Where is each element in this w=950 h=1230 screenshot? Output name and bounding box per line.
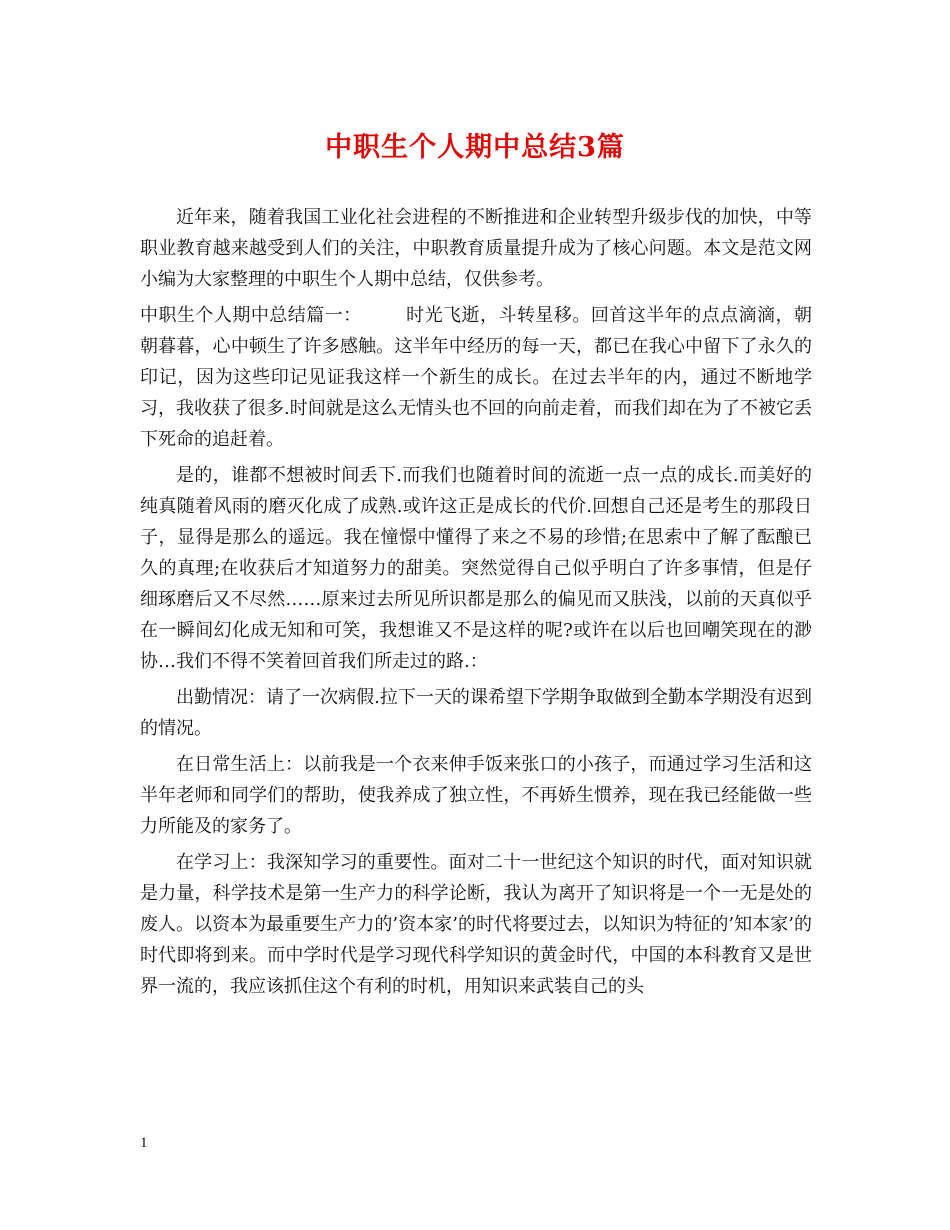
section-one-text: 时光飞逝，斗转星移。回首这半年的点点滴滴，朝朝暮暮，心中顿生了许多感触。这半年中经历的每一天，都已在我心中留下了永久的印记，因为这些印记见证我这样一个新生的成长。在过去半年的内，通过不断地学习，我收获了很多.时间就是这么无情头也不回的向前走着，而我们却在为了不被它丢下死命的追赶着。 <box>140 305 813 450</box>
growth-paragraph: 是的，谁都不想被时间丢下.而我们也随着时间的流逝一点一点的成长.而美好的纯真随着风雨的磨灭化成了成熟.或许这正是成长的代价.回想自己还是考生的那段日子，显得是那么的遥远。我在憧憬中懂得了来之不易的珍惜;在思索中了解了酝酿已久的真理;在收获后才知道努力的甜美。突然觉得自己似乎明白了许多事情，但是仔细琢磨后又不尽然……原来过去所见所识都是那么的偏见而又肤浅，以前的天真似乎在一瞬间幻化成无知和可笑，我想谁又不是这样的呢?或许在以后也回嘲笑现在的渺协…我们不得不笑着回首我们所走过的路.： <box>140 465 812 672</box>
section-one-paragraph <box>140 300 812 455</box>
daily-life-paragraph: 在日常生活上：以前我是一个衣来伸手饭来张口的小孩子，而通过学习生活和这半年老师和同学们的帮助，使我养成了独立性，不再娇生惯养，现在我已经能做一些力所能及的家务了。 <box>140 754 812 837</box>
page-number: 1 <box>140 1135 148 1151</box>
intro-paragraph: 近年来，随着我国工业化社会进程的不断推进和企业转型升级步伐的加快，中等职业教育越来越受到人们的关注，中职教育质量提升成为了核心问题。本文是范文网小编为大家整理的中职生个人期中总结，仅供参考。 <box>140 207 812 290</box>
study-paragraph: 在学习上：我深知学习的重要性。面对二十一世纪这个知识的时代，面对知识就是力量，科学技术是第一生产力的科学论断，我认为离开了知识将是一个一无是处的废人。以资本为最重要生产力的’资本家’的时代将要过去，以知识为特征的’知本家’的时代即将到来。而中学时代是学习现代科学知识的黄金时代，中国的本科教育又是世界一流的，我应该抓住这个有利的时机，用知识来武装自己的头 <box>140 852 812 997</box>
document-title: 中职生个人期中总结3篇 <box>325 132 625 163</box>
section-heading: 中职生个人期中总结篇一： <box>140 305 362 326</box>
document-body <box>140 202 812 1007</box>
attendance-paragraph: 出勤情况：请了一次病假.拉下一天的课希望下学期争取做到全勤本学期没有迟到的情况。 <box>140 687 812 739</box>
